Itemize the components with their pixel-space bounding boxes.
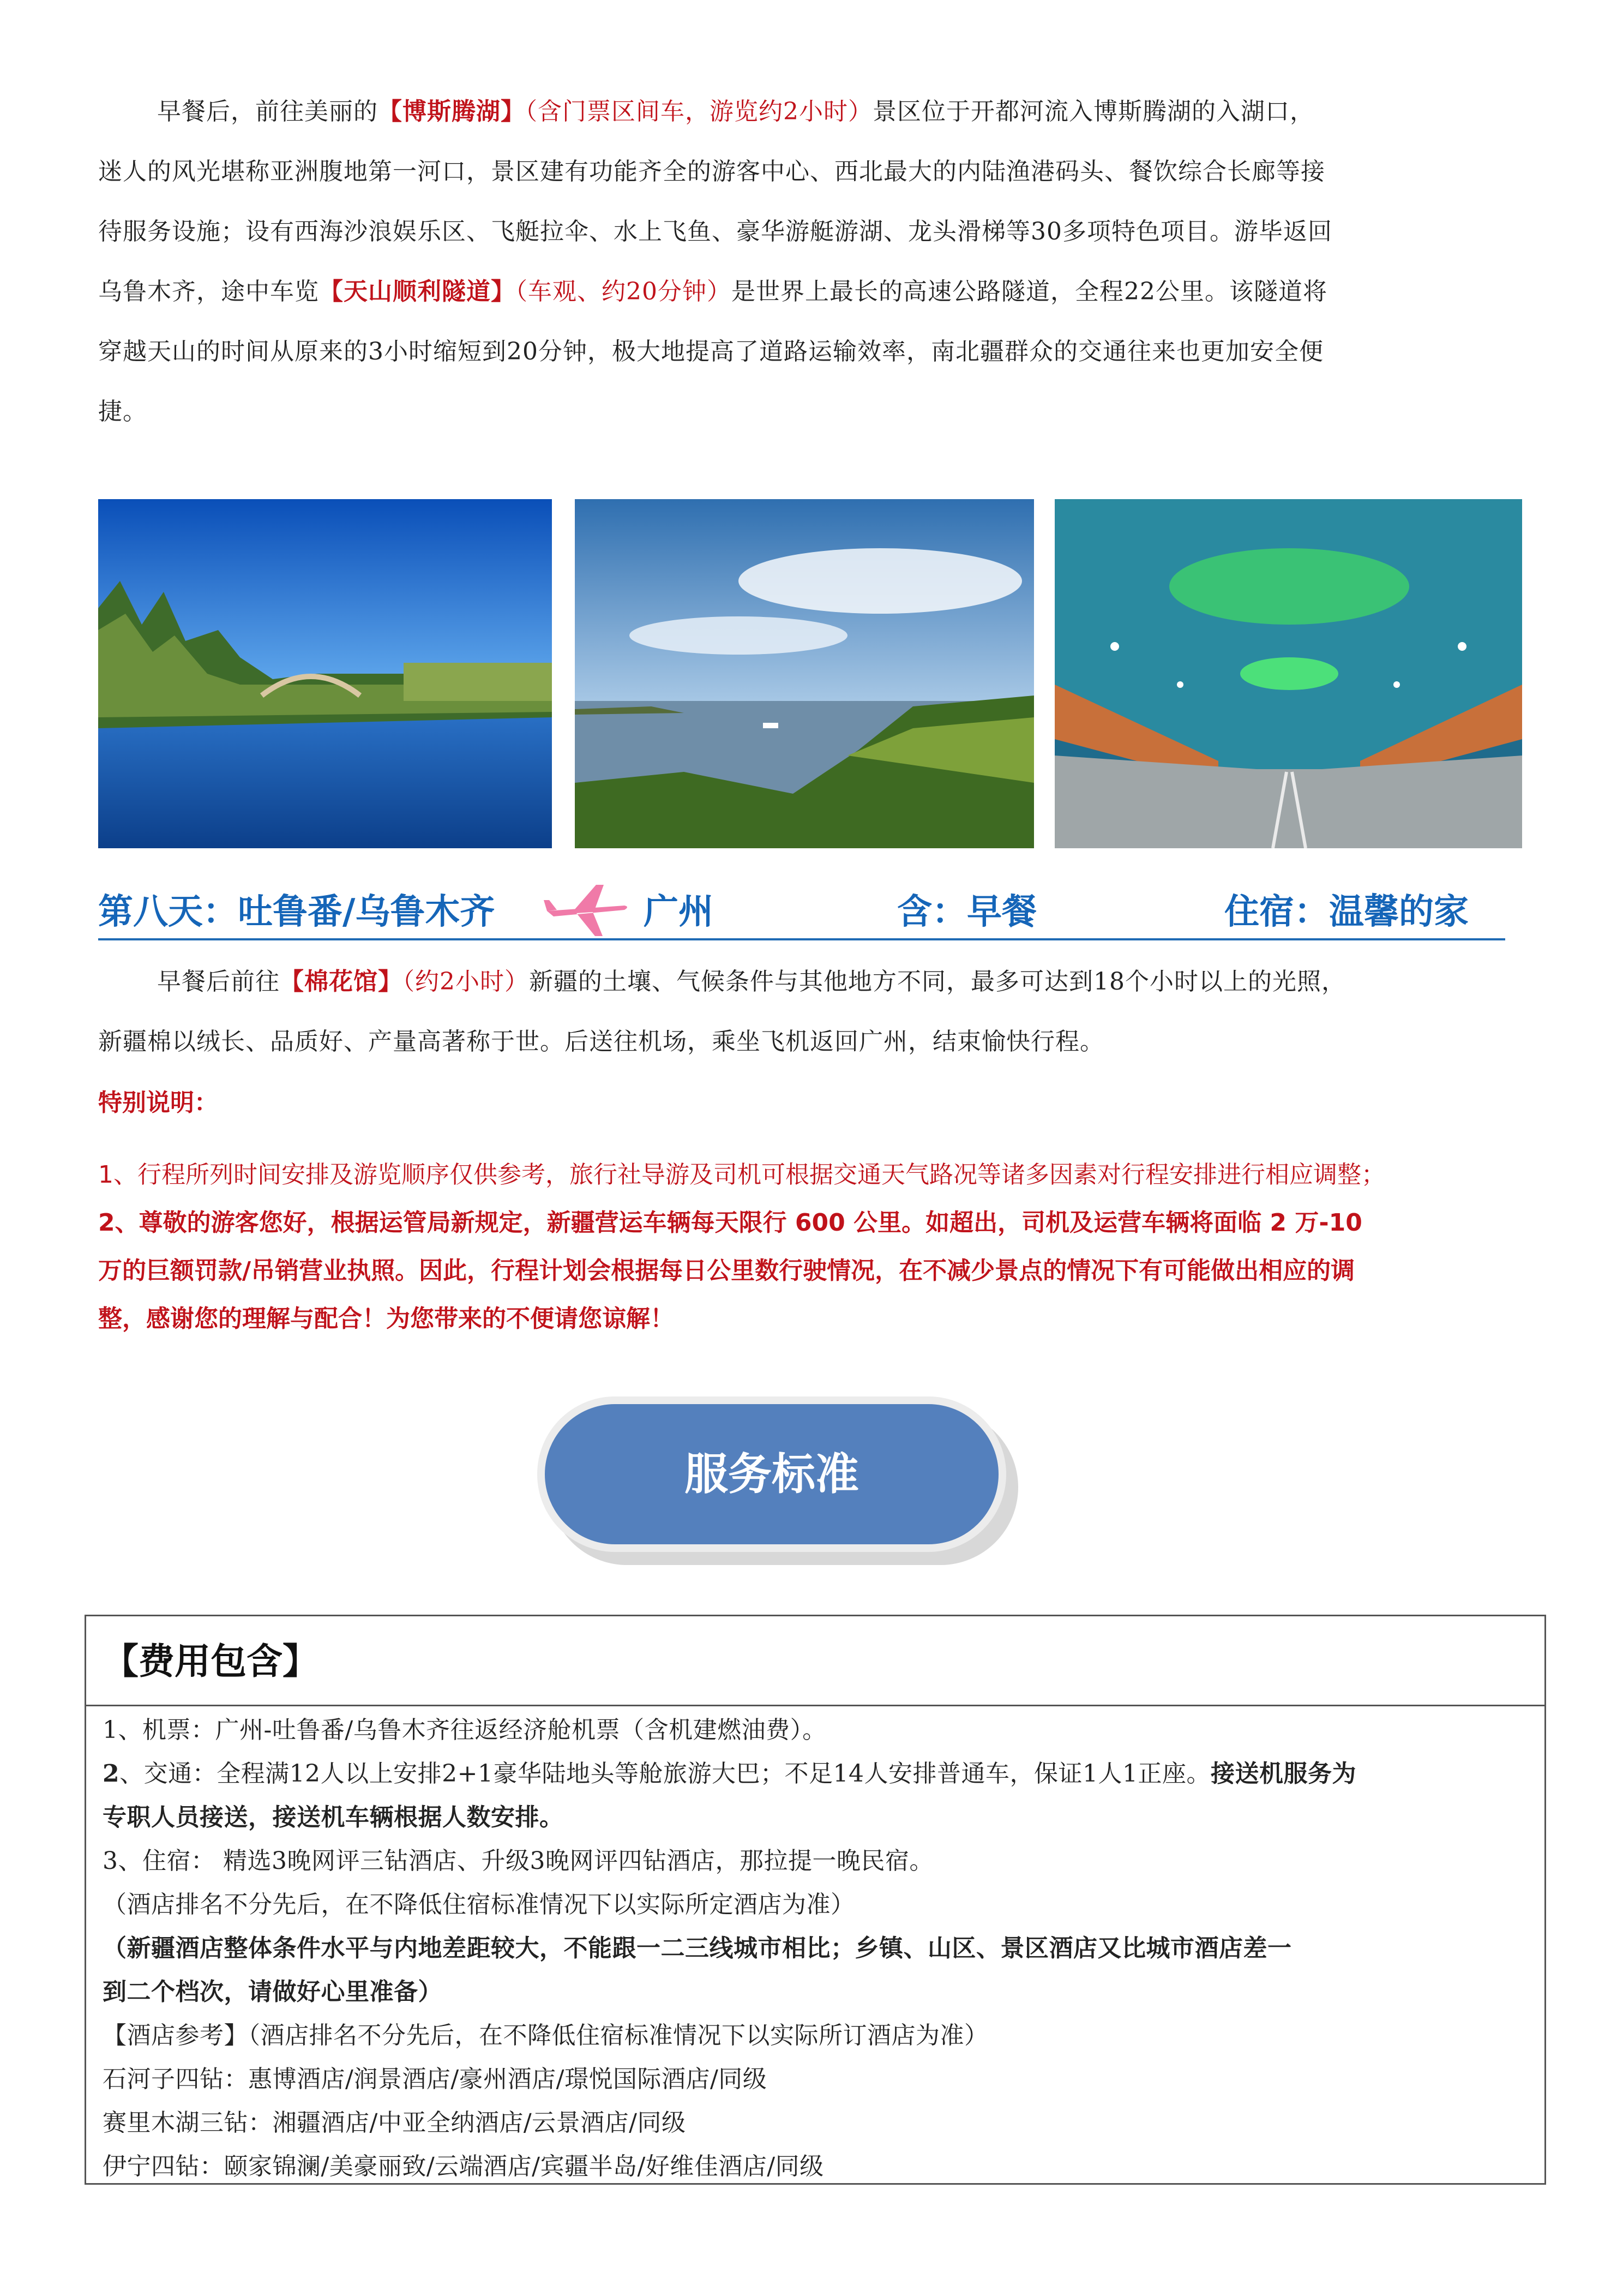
- fee-line: 2、交通：全程满12人以上安排2+1豪华陆地头等舱旅游大巴；不足14人安排普通车，保证1人1正座。接送机服务为: [103, 1760, 1356, 1788]
- day8-title: 第八天：吐鲁番/乌鲁木齐: [98, 892, 495, 932]
- photo-tianshan-tunnel: [1055, 499, 1522, 848]
- note-1: 1、行程所列时间安排及游览顺序仅供参考，旅行社导游及司机可根据交通天气路况等诸多因素对行程安排进行相应调整；: [98, 1161, 1385, 1189]
- fee-line: 石河子四钻：惠博酒店/润景酒店/豪州酒店/璟悦国际酒店/同级: [103, 2065, 767, 2093]
- day8-meals: 含：早餐: [897, 892, 1037, 932]
- day8-text: 早餐后前往: [157, 968, 280, 996]
- cotton-museum-name: 【棉花馆】: [280, 968, 402, 996]
- day8-heading: [98, 889, 1505, 940]
- fee-line: （酒店排名不分先后，在不降低住宿标准情况下以实际所定酒店为准）: [103, 1891, 855, 1919]
- fee-line: 1、机票：广州-吐鲁番/乌鲁木齐往返经济舱机票（含机建燃油费）。: [103, 1716, 827, 1744]
- day8-destination: 广州: [644, 892, 713, 932]
- day8-accommodation: 住宿：温馨的家: [1224, 892, 1469, 932]
- fee-line: 伊宁四钻：颐家锦澜/美豪丽致/云端酒店/宾疆半岛/好维佳酒店/同级: [103, 2153, 824, 2180]
- photo-lake-bridge: [98, 499, 552, 848]
- bosten-lake-name: 【博斯腾湖】: [378, 98, 525, 125]
- tianshan-tunnel-note: （车观、约20分钟）: [515, 278, 731, 305]
- cotton-museum-note: （约2小时）: [402, 968, 529, 996]
- note-2-line-2: 万的巨额罚款/吊销营业执照。因此，行程计划会根据每日公里数行驶情况，在不减少景点的情况下有可能做出相应的调: [98, 1257, 1355, 1285]
- note-2-line-1: 2、尊敬的游客您好，根据运管局新规定，新疆营运车辆每天限行 600 公里。如超出，司机及运营车辆将面临 2 万-10: [98, 1209, 1362, 1237]
- tianshan-tunnel-name: 【天山顺利隧道】: [319, 278, 515, 305]
- intro-text: 景区位于开都河流入博斯腾湖的入湖口，: [873, 98, 1314, 125]
- special-notes: [98, 1151, 1532, 1343]
- service-standard-banner: [537, 1396, 1017, 1563]
- intro-text: 乌鲁木齐，途中车览: [98, 278, 319, 305]
- note-2-line-3: 整，感谢您的理解与配合！为您带来的不便请您谅解！: [98, 1305, 674, 1333]
- fees-included-box: [85, 1615, 1546, 2185]
- plane-icon: [543, 879, 630, 951]
- intro-text: 迷人的风光堪称亚洲腹地第一河口，景区建有功能齐全的游客中心、西北最大的内陆渔港码头、餐饮综合长廊等接: [98, 158, 1325, 185]
- photo-lake-reeds: [575, 499, 1034, 848]
- intro-text: 是世界上最长的高速公路隧道，全程22公里。该隧道将: [731, 278, 1327, 305]
- fee-line: （新疆酒店整体条件水平与内地差距较大，不能跟一二三线城市相比；乡镇、山区、景区酒店又比城市酒店差一: [103, 1934, 1292, 1962]
- fees-included-body: [86, 1706, 1544, 2189]
- service-standard-button[interactable]: 服务标准: [545, 1404, 999, 1544]
- day8-text: 新疆的土壤、气候条件与其他地方不同，最多可达到18个小时以上的光照，: [529, 968, 1346, 996]
- intro-text: 早餐后，前往美丽的: [157, 98, 378, 125]
- day8-paragraph: [98, 952, 1532, 1072]
- intro-text: 捷。: [98, 398, 147, 425]
- intro-paragraph: [98, 82, 1532, 442]
- fee-line: 【酒店参考】（酒店排名不分先后，在不降低住宿标准情况下以实际所订酒店为准）: [103, 2022, 989, 2049]
- fees-included-title: 【费用包含】: [86, 1616, 1544, 1706]
- intro-text: 待服务设施；设有西海沙浪娱乐区、飞艇拉伞、水上飞鱼、豪华游艇游湖、龙头滑梯等30多项特色项目。游毕返回: [98, 218, 1332, 245]
- day8-text: 新疆棉以绒长、品质好、产量高著称于世。后送往机场，乘坐飞机返回广州，结束愉快行程。: [98, 1028, 1104, 1056]
- intro-text: 穿越天山的时间从原来的3小时缩短到20分钟，极大地提高了道路运输效率，南北疆群众的交通往来也更加安全便: [98, 338, 1324, 365]
- fee-line: 到二个档次，请做好心里准备）: [103, 1978, 442, 2006]
- fee-line: 3、住宿： 精选3晚网评三钻酒店、升级3晚网评四钻酒店，那拉提一晚民宿。: [103, 1847, 934, 1875]
- fee-line: 专职人员接送，接送机车辆根据人数安排。: [103, 1803, 564, 1831]
- fee-line: 赛里木湖三钻：湘疆酒店/中亚全纳酒店/云景酒店/同级: [103, 2109, 686, 2137]
- bosten-lake-note: （含门票区间车，游览约2小时）: [525, 98, 873, 125]
- special-notes-title: 特别说明：: [98, 1089, 218, 1117]
